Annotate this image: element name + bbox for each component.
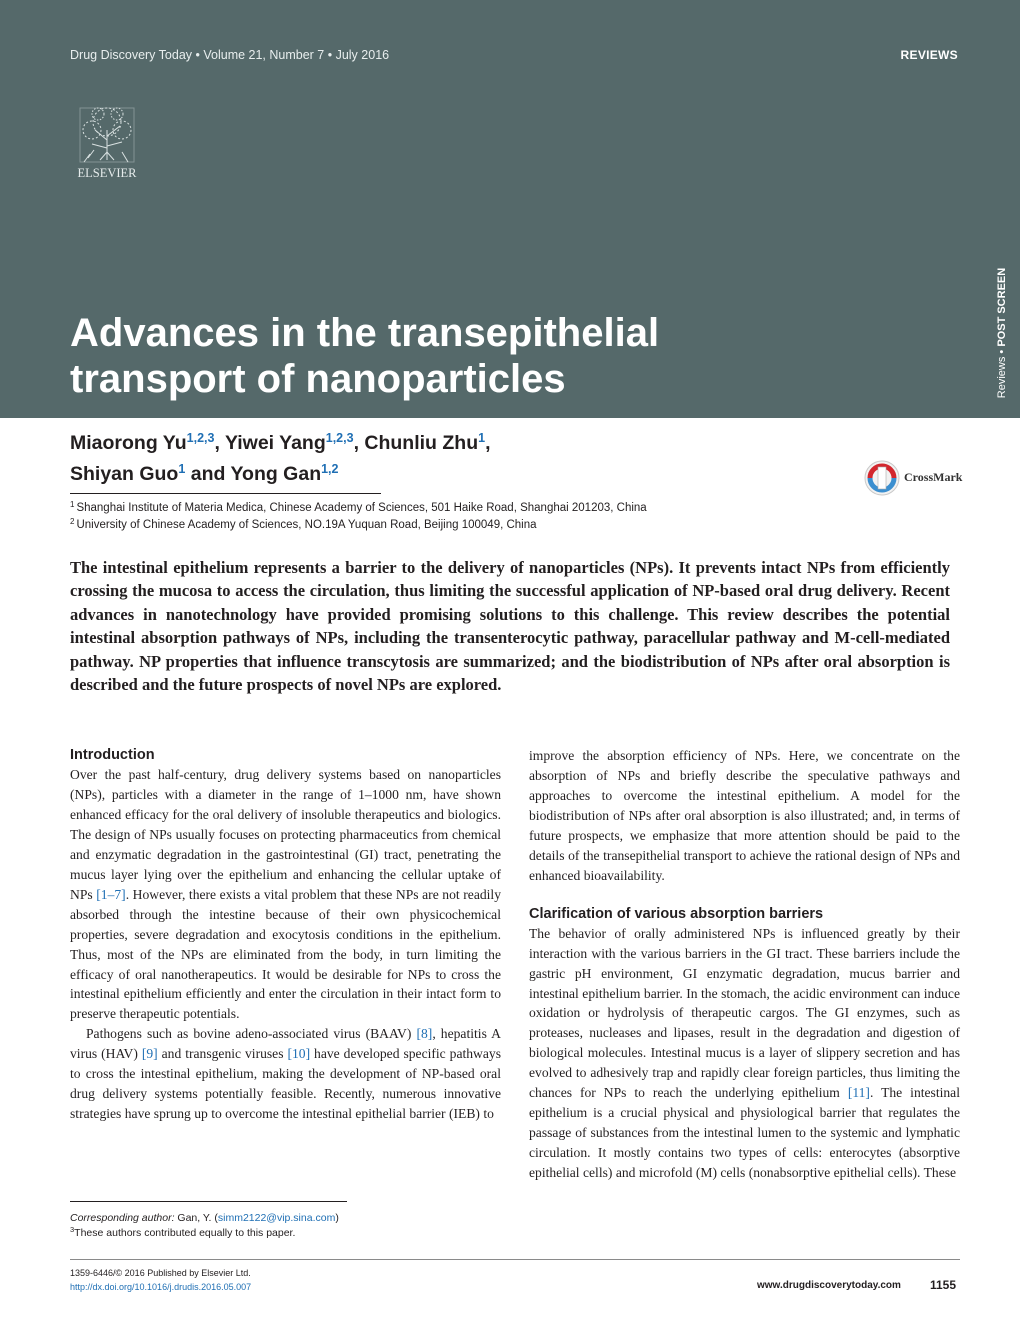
citation-link[interactable]: [10]	[287, 1046, 311, 1062]
footer-divider	[70, 1259, 960, 1260]
title-line-2: transport of nanoparticles	[70, 357, 566, 401]
right-column	[529, 746, 960, 1183]
page-number: 1155	[930, 1278, 957, 1292]
elsevier-logo	[70, 100, 144, 180]
citation-link[interactable]: [1–7]	[96, 886, 126, 902]
crossmark-label[interactable]: CrossMark	[904, 470, 963, 484]
affiliation-text: University of Chinese Academy of Sciences, NO.19A Yuquan Road, Beijing 100049, China	[76, 519, 537, 531]
footnote-divider	[70, 1201, 347, 1202]
affiliation-number: 1	[70, 500, 75, 509]
corresponding-author-note: Corresponding author: Gan, Y. (simm2122@vip.sina.com)	[70, 1212, 339, 1224]
author-affiliation-sup[interactable]: 1	[478, 431, 486, 445]
author-affiliation-sup[interactable]: 1,2,3	[186, 431, 215, 445]
author-list	[70, 428, 710, 490]
title-line-1: Advances in the transepithelial	[70, 311, 660, 355]
author-separator: and	[185, 463, 231, 485]
author-affiliation-sup[interactable]: 1,2,3	[325, 431, 354, 445]
author-name: Yiwei Yang	[224, 432, 326, 454]
journal-citation: Drug Discovery Today • Volume 21, Number 7 • July 2016	[70, 48, 390, 62]
intro-paragraph-3: improve the absorption efficiency of NPs. Here, we concentrate on the absorption of NPs and briefly describe the speculative pathways and approaches to overcome the intestinal epithelium. A model for the biodistribution of NPs after oral absorption is also illustrated; and, in terms of future prospects, we emphasize that more attention should be paid to the details of the transepithelial transport to achieve the rational design of NPs and enhanced bioavailability.	[529, 748, 960, 883]
article-title	[70, 310, 950, 402]
barriers-paragraph-1: The behavior of orally administered NPs is influenced greatly by their interaction with the various barriers in the GI tract. These barriers include the gastric pH environment, GI enzymatic degradation, mucus barrier and intestinal epithelium barrier. In the stomach, the acidic environment can induce oxidation or hydrolysis of therapeutic cargos. The GI enzymes, such as proteases, nucleases and lipases, result in the degradation and digestion of biological molecules. Intestinal mucus is a layer of slippery secretion and has evolved to adhesively trap and rapidly clear foreign particles, thus limiting the chances for NPs to reach the underlying epithelium [11]. The intestinal epithelium is a crucial physical and physiological barrier that regulates the passage of substances from the intestinal lumen to the systemic and lymphatic circulation. It mostly contains two types of cells: enterocytes (absorptive epithelial cells) and microfold (M) cells (nonabsorptive epithelial cells). These	[529, 925, 960, 1181]
author-separator: ,	[214, 432, 225, 454]
author-affiliation-sup[interactable]: 1,2	[321, 462, 339, 476]
copyright-notice: 1359-6446/© 2016 Published by Elsevier Ltd.	[70, 1268, 251, 1278]
author-separator: ,	[485, 432, 491, 454]
side-section-label	[996, 268, 1008, 398]
citation-link[interactable]: [8]	[416, 1026, 433, 1042]
side-label-main: POST SCREEN	[996, 267, 1008, 347]
author-affiliation-sup[interactable]: 1	[178, 462, 186, 476]
corresponding-email-link[interactable]: simm2122@vip.sina.com	[217, 1212, 336, 1224]
author-name: Chunliu Zhu	[364, 432, 479, 454]
author-divider	[70, 493, 381, 494]
author-separator: ,	[353, 432, 365, 454]
intro-paragraph-2: Pathogens such as bovine adeno-associated virus (BAAV) [8], hepatitis A virus (HAV) [9] and transgenic viruses [10] have developed specific pathways to cross the intestinal epithelium, making the development of NP-based oral drug delivery systems potentially feasible. Recently, numerous innovative strategies have sprung up to overcome the intestinal epithelial barrier (IEB) to	[70, 1026, 501, 1122]
abstract: The intestinal epithelium represents a barrier to the delivery of nanoparticles (NPs). It prevents intact NPs from efficiently crossing the mucosa to access the circulation, thus limiting the successful application of NP-based oral drug delivery. Recent advances in nanotechnology have provided promising solutions to this challenge. This review describes the potential intestinal absorption pathways of NPs, including the transenterocytic pathway, paracellular pathway and M-cell-mediated pathway. NP properties that influence transcytosis are summarized; and the biodistribution of NPs after oral absorption is described and the future prospects of novel NPs are explored.	[70, 558, 950, 695]
affiliation-1	[70, 502, 647, 514]
footnote-marker: 3	[70, 1225, 75, 1234]
corresponding-label: Corresponding author:	[70, 1212, 175, 1224]
side-label-prefix: Reviews •	[996, 346, 1008, 399]
author-name: Yong Gan	[230, 463, 322, 485]
logo-wordmark: ELSEVIER	[77, 166, 137, 180]
intro-paragraph-1: Over the past half-century, drug delivery systems based on nanoparticles (NPs), particles with a diameter in the range of 1–1000 nm, have shown enhanced efficacy for the oral delivery of insoluble therapeutics and biologics. The design of NPs usually focuses on protecting pharmaceutics from chemical and enzymatic degradation in the gastrointestinal (GI) tract, penetrating the mucus layer lying over the epithelium and enhancing the cellular uptake of NPs [1–7]. However, there exists a vital problem that these NPs are not readily absorbed through the intestine because of their own physicochemical properties, severe degradation and exocytosis conditions in the epithelium. Thus, most of the NPs are eliminated from the body, in turn limiting the efficacy of oral nanotherapeutics. It would be desirable for NPs to cross the intestinal epithelium efficiently and enter the circulation in their intact form to preserve therapeutic potentials.	[70, 767, 501, 1022]
author-name: Shiyan Guo	[70, 463, 179, 485]
affiliation-2	[70, 519, 537, 531]
introduction-heading: Introduction	[70, 747, 155, 763]
citation-link[interactable]: [11]	[847, 1085, 870, 1101]
citation-link[interactable]: [9]	[141, 1046, 158, 1062]
equal-contribution-note: $^3$These authors contributed equally to this paper.	[70, 1225, 296, 1239]
doi-link[interactable]: http://dx.doi.org/10.1016/j.drudis.2016.05.007	[70, 1282, 252, 1292]
affiliation-text: Shanghai Institute of Materia Medica, Chinese Academy of Sciences, 501 Haike Road, Shanghai 201203, China	[76, 502, 647, 514]
affiliation-number: 2	[70, 517, 75, 526]
barriers-heading: Clarification of various absorption barriers	[529, 905, 824, 922]
journal-website-link[interactable]: www.drugdiscoverytoday.com	[757, 1280, 901, 1291]
section-label: REVIEWS	[900, 48, 958, 62]
side-margin	[979, 418, 1020, 1323]
author-name: Miaorong Yu	[70, 432, 187, 454]
left-column	[70, 745, 501, 1124]
